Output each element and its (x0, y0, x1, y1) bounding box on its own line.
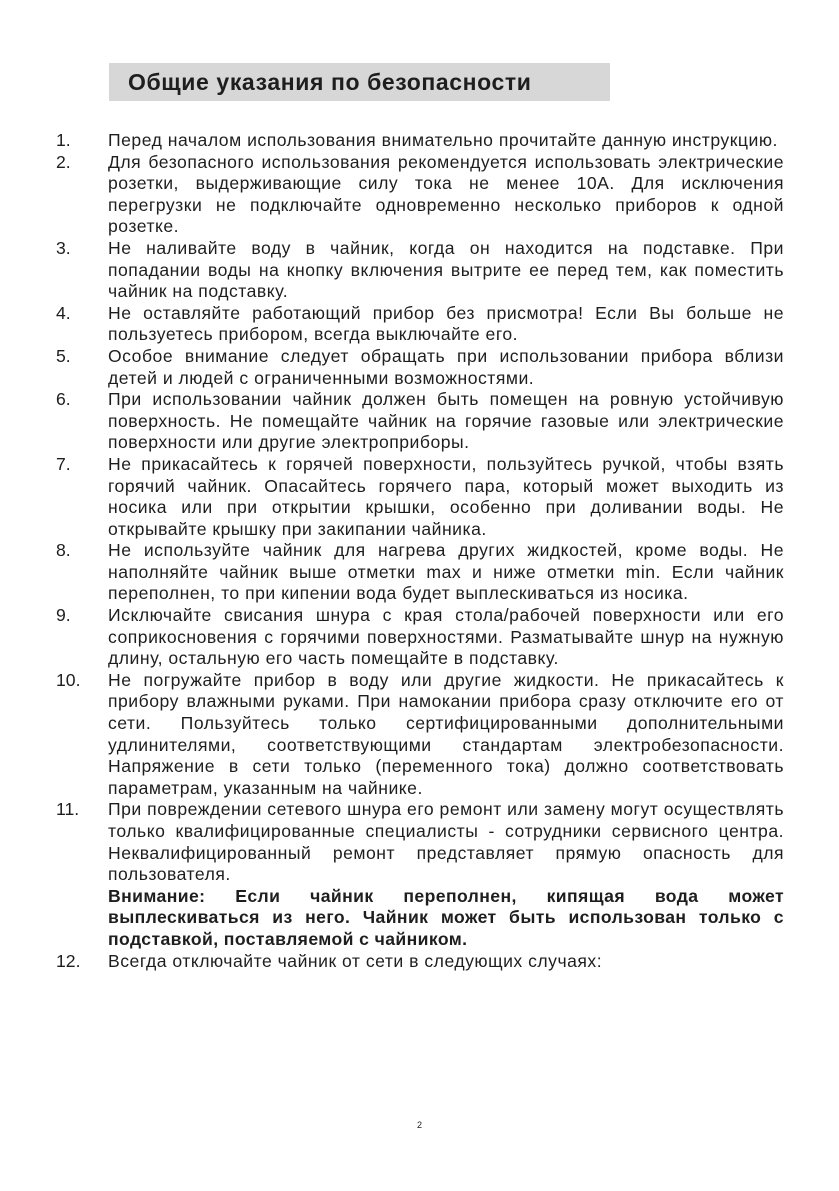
item-number: 11. (56, 799, 80, 820)
list-item (56, 799, 784, 950)
item-text: Не погружайте прибор в воду или другие жидкости. Не прикасайтесь к прибору влажными руками. При намокании прибора сразу отключите его от сети. Пользуйтесь только сертифицированными дополнительными удлинителями, соответствующими стандартам электробезопасности. Напряжение в сети только (переменного тока) должно соответствовать параметрам, указанным на чайнике. (108, 669, 784, 798)
item-text: Всегда отключайте чайник от сети в следующих случаях: (108, 950, 603, 971)
item-text: Не оставляйте работающий прибор без присмотра! Если Вы больше не пользуетесь прибором, всегда выключайте его. (108, 302, 784, 345)
item-text: Исключайте свисания шнура с края стола/рабочей поверхности или его соприкосновения с горячими поверхностями. Разматывайте шнур на нужную длину, остальную его часть помещайте в подставку. (108, 605, 784, 669)
item-number: 2. (56, 151, 71, 172)
page-number: 2 (416, 1120, 422, 1130)
item-number: 9. (56, 605, 71, 626)
list-item (56, 540, 784, 605)
item-number: 12. (56, 950, 81, 971)
item-text: При использовании чайник должен быть помещен на ровную устойчивую поверхность. Не помещайте чайник на горячие газовые или электрические поверхности или другие электроприборы. (108, 389, 784, 453)
list-item (56, 454, 784, 540)
item-text: Особое внимание следует обращать при использовании прибора вблизи детей и людей с ограниченными возможностями. (108, 345, 784, 388)
warning-note: Внимание: Если чайник переполнен, кипящая вода может выплескиваться из него. Чайник может быть использован только с подставкой, поставляемой с чайником. (108, 885, 784, 949)
item-text: Для безопасного использования рекомендуется использовать электрические розетки, выдерживающие силу тока не менее 10А. Для исключения перегрузки не подключайте одновременно несколько приборов к одной розетке. (108, 151, 784, 237)
list-item (56, 389, 784, 454)
item-number: 3. (56, 237, 71, 258)
list-item (56, 130, 784, 152)
safety-instructions-list (56, 130, 784, 972)
list-item (56, 152, 784, 238)
section-title: Общие указания по безопасности (109, 63, 610, 101)
list-item (56, 346, 784, 389)
item-number: 4. (56, 302, 71, 323)
list-item (56, 605, 784, 670)
item-text: Не прикасайтесь к горячей поверхности, пользуйтесь ручкой, чтобы взять горячий чайник. Опасайтесь горячего пара, который может выходить из носика или при открытии крышки, особенно при доливании воды. Не открывайте крышку при закипании чайника. (108, 453, 784, 539)
item-number: 10. (56, 669, 81, 690)
item-number: 1. (56, 130, 71, 150)
list-item (56, 670, 784, 800)
list-item (56, 238, 784, 303)
item-number: 8. (56, 540, 71, 561)
item-text: Перед началом использования внимательно прочитайте данную инструкцию. (108, 130, 778, 150)
item-number: 6. (56, 389, 71, 410)
item-text: Не наливайте воду в чайник, когда он находится на подставке. При попадании воды на кнопку включения вытрите ее перед тем, как поместить чайник на подставку. (108, 237, 784, 302)
item-text: Не используйте чайник для нагрева других жидкостей, кроме воды. Не наполняйте чайник выше отметки max и ниже отметки min. Если чайник переполнен, то при кипении вода будет выплескиваться из носика. (108, 540, 784, 604)
item-number: 5. (56, 345, 71, 366)
item-text: При повреждении сетевого шнура его ремонт или замену могут осуществлять только квалифицированные специалисты - сотрудники сервисного центра. Неквалифицированный ремонт представляет прямую опасность для пользователя. (108, 799, 784, 885)
item-number: 7. (56, 453, 71, 474)
list-item (56, 303, 784, 346)
list-item (56, 951, 784, 973)
